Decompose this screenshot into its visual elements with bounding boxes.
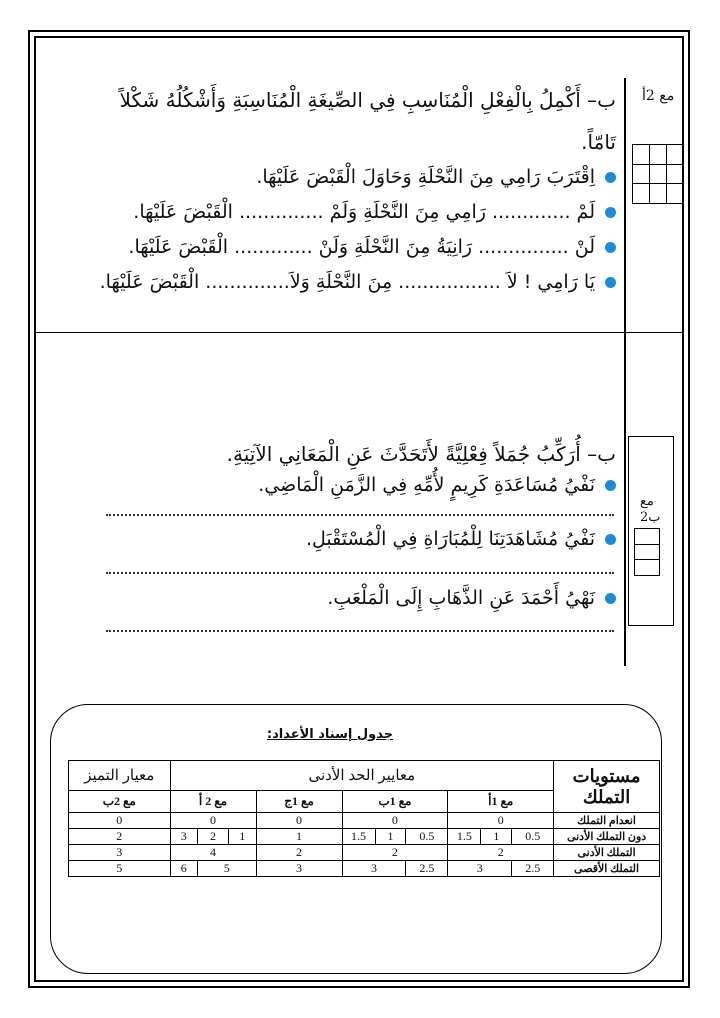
score-cell: 0.5 bbox=[512, 829, 554, 845]
item-text: نَفْيُ مُشَاهَدَتِنَا لِلْمُبَارَاةِ فِي الْمُسْتَقْبَلِ. bbox=[305, 528, 595, 550]
score-grid-2a bbox=[632, 144, 684, 204]
item-text: لَمْ ............. رَامِي مِنَ النَّحْلَةِ وَلَمْ .............. الْقَبْضَ عَلَيْهَا. bbox=[133, 201, 595, 223]
table-row bbox=[69, 813, 660, 829]
score-cell: 1 bbox=[256, 829, 342, 845]
score-cell: 4 bbox=[170, 845, 256, 861]
answer-line bbox=[106, 514, 614, 516]
bullet-icon bbox=[605, 480, 616, 491]
score-cell: 6 bbox=[170, 861, 198, 877]
item-text: لَنْ ............... رَانِيَةُ مِنَ النَّحْلَةِ وَلَنْ ............. الْقَبْضَ عَلَيْهَا. bbox=[128, 236, 595, 258]
level-cell: التملك الأقصى bbox=[554, 861, 660, 877]
bullet-icon bbox=[605, 242, 616, 253]
list-item bbox=[256, 166, 616, 188]
score-cell: 1 bbox=[228, 829, 256, 845]
list-item bbox=[258, 474, 616, 496]
item-text: نَهْيُ أَحْمَدَ عَنِ الذَّهَابِ إِلَى الْمَلْعَبِ. bbox=[327, 587, 595, 609]
score-cell: 3 bbox=[170, 829, 198, 845]
section-divider bbox=[36, 332, 682, 333]
criterion-header: مع 1أ bbox=[448, 791, 554, 813]
score-cell: 2 bbox=[256, 845, 342, 861]
score-cell: 1 bbox=[375, 829, 406, 845]
table-row bbox=[69, 845, 660, 861]
bullet-icon bbox=[605, 207, 616, 218]
score-cell: 3 bbox=[256, 861, 342, 877]
answer-line bbox=[106, 572, 614, 574]
criterion-header: مع 2 أ bbox=[170, 791, 256, 813]
list-item bbox=[128, 236, 616, 258]
list-item bbox=[327, 587, 616, 609]
score-cell: 0 bbox=[256, 813, 342, 829]
score-cell: 2 bbox=[448, 845, 554, 861]
score-cell: 0 bbox=[170, 813, 256, 829]
margin-divider bbox=[624, 78, 626, 666]
score-cell: 3 bbox=[448, 861, 512, 877]
bullet-icon bbox=[605, 172, 616, 183]
answer-line bbox=[106, 630, 614, 632]
criterion-label-2b-b: 2ب bbox=[640, 510, 661, 525]
item-text: اِقْتَرَبَ رَامِي مِنَ النَّحْلَةِ وَحَاوَلَ الْقَبْضَ عَلَيْهَا. bbox=[256, 166, 595, 188]
bullet-icon bbox=[605, 277, 616, 288]
score-cell: 0 bbox=[342, 813, 448, 829]
criterion-label-2b-a: مع bbox=[640, 494, 654, 509]
score-cell: 3 bbox=[69, 845, 171, 861]
score-cell: 0 bbox=[69, 813, 171, 829]
table-row bbox=[69, 829, 660, 845]
criterion-header: مع 1ب bbox=[342, 791, 448, 813]
levels-header: مستويات التملك bbox=[554, 761, 660, 813]
score-cell: 2.5 bbox=[406, 861, 448, 877]
criterion-header: مع 2ب bbox=[69, 791, 171, 813]
bullet-icon bbox=[605, 534, 616, 545]
score-cell: 2.5 bbox=[512, 861, 554, 877]
score-cell: 3 bbox=[342, 861, 406, 877]
score-cell: 1 bbox=[481, 829, 512, 845]
score-grid-2b bbox=[634, 528, 660, 576]
criterion-label-2a: مع 2أ bbox=[642, 88, 675, 104]
score-cell: 5 bbox=[69, 861, 171, 877]
excellence-header: معيار التميز bbox=[69, 761, 171, 791]
exercise-instruction: ب– أَكْمِلُ بِالْفِعْلِ الْمُنَاسِبِ فِي الصِّيغَةِ الْمُنَاسِبَةِ وَأَشْكُلُهُ شَكْلاً bbox=[119, 88, 616, 112]
table-row bbox=[69, 861, 660, 877]
exercise-instruction-2: ب– أُرَكِّبُ جُمَلاً فِعْلِيَّةً لأَتَحَدَّثَ عَنِ الْمَعَانِي الآتِيَةِ. bbox=[226, 442, 616, 466]
item-text: يَا رَامِي ! لاَ ................. مِنَ النَّحْلَةِ وَلاَ.............. الْقَبْضَ عَلَيْهَا. bbox=[99, 271, 595, 293]
list-item bbox=[100, 271, 616, 293]
score-cell: 1.5 bbox=[342, 829, 375, 845]
level-cell: انعدام التملك bbox=[554, 813, 660, 829]
score-cell: 0 bbox=[448, 813, 554, 829]
score-cell: 5 bbox=[198, 861, 256, 877]
level-cell: التملك الأدنى bbox=[554, 845, 660, 861]
bullet-icon bbox=[605, 593, 616, 604]
min-criteria-header: معايير الحد الأدنى bbox=[170, 761, 554, 791]
score-cell: 1.5 bbox=[448, 829, 481, 845]
score-cell: 2 bbox=[69, 829, 171, 845]
item-text: نَفْيُ مُسَاعَدَةِ كَرِيمٍ لأُمِّهِ فِي الزَّمَنِ الْمَاضِي. bbox=[258, 474, 595, 496]
exercise-instruction-cont: تَامّاً. bbox=[581, 130, 616, 154]
list-item bbox=[306, 528, 616, 550]
score-cell: 2 bbox=[342, 845, 448, 861]
grading-title: جدول إسناد الأعداد: bbox=[266, 727, 394, 742]
grading-table bbox=[68, 760, 660, 877]
score-cell: 2 bbox=[198, 829, 229, 845]
criterion-header: مع 1ج bbox=[256, 791, 342, 813]
score-cell: 0.5 bbox=[406, 829, 448, 845]
level-cell: دون التملك الأدنى bbox=[554, 829, 660, 845]
list-item bbox=[133, 201, 616, 223]
